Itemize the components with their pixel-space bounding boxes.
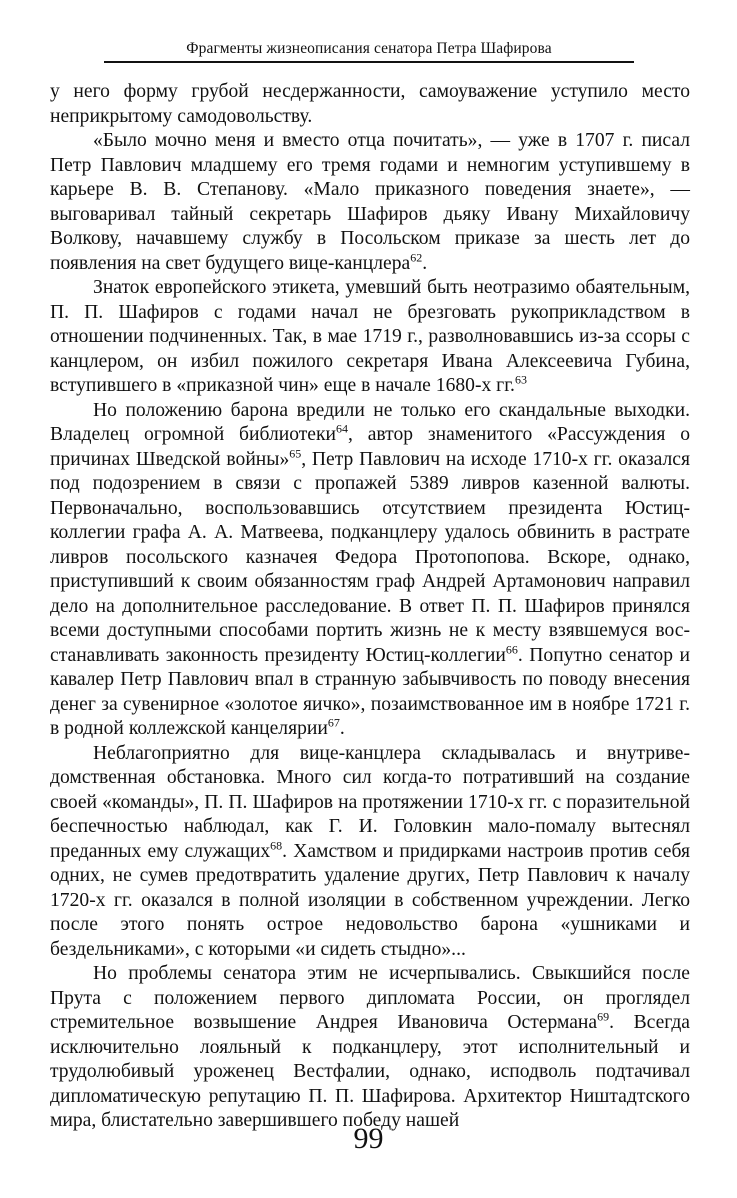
paragraph-text: Неблагоприятно для вице-канцлера складывалась и внутриведомственная обстановка. Много сил когда-то потративший на создание своей «команды», П. П. Шафиров на протяжении 1710-х гг. с поразительной беспечностью наблюдал, как Г. И. Головкин мало-помалу вытеснял преданных ему служащих: [50, 742, 690, 862]
paragraph: [50, 962, 690, 1134]
paragraph-text: у него форму грубой несдержанности, самоуважение уступило место неприкрытому самодовольству.: [50, 81, 690, 127]
footnote-marker: 64: [336, 421, 349, 436]
paragraph-text: .: [422, 252, 428, 274]
footnote-marker: 66: [505, 641, 518, 656]
footnote-marker: 63: [514, 372, 527, 387]
paragraph: [50, 129, 690, 276]
paragraph-text: . Попутно сенатор и кавалер Петр Павлович впал в странную забывчивость по поводу внесения денег за сувенирное «золотое яичко», позаимствованное им в ноябре 1721 г. в родной коллежской канцелярии: [50, 644, 690, 739]
paragraph-text: .: [339, 718, 345, 739]
paragraph-text: Но проблемы сенатора этим не исчерпывались. Свыкшийся после Прута с положением первого дипломата России, он проглядел стремительное возвышение Андрея Ивановича Остермана: [50, 963, 690, 1033]
paragraph-text: . Хамством и придирками настроив против себя одних, не сумев предотвратить удаление других, Петр Павлович к началу 1720-х гг. оказался в полной изоляции в собственном учреждении. Легко после этого понять острое недовольство барона «ушниками и бездельниками», с которыми «и сидеть стыдно»...: [50, 840, 690, 960]
running-title: Фрагменты жизнеописания сенатора Петра Шафирова: [186, 40, 552, 57]
paragraph: [50, 742, 690, 963]
footnote-marker: 65: [289, 445, 302, 460]
footnote-marker: 68: [270, 837, 283, 852]
paragraph: [50, 276, 690, 399]
paragraph: [50, 399, 690, 742]
paragraph: [50, 80, 690, 129]
paragraph-text: Но положению барона вредили не только его скандальные выходки. Владелец огромной библиотеки: [50, 399, 690, 445]
page-number: 99: [353, 1122, 384, 1155]
paragraph-text: «Было мочно меня и вместо отца почитать», — уже в 1707 г. писал Петр Павлович младшему его тремя годами и немногим уступившему в карьере В. В. Степанову. «Мало приказного поведения знаете», — выговаривал тайный секретарь Шафиров дьяку Ивану Михайловичу Волкову, начавшему службу в Посольском приказе за шесть лет до появления на свет будущего вице-канцлера: [50, 130, 690, 274]
footnote-marker: 69: [597, 1009, 610, 1024]
footnote-marker: 67: [327, 715, 340, 730]
paragraph-text: , Петр Павлович на исходе 1710-х гг. оказался под подозрением в связи с пропажей 5389 ливров казенной валюты. Первоначально, воспользовавшись отсутствием президента Юстиц-коллегии графа А. А. Матвеева, подканцлеру удалось обвинить в растрате ливров посольского казначея Федора Протопопова. Вскоре, однако, приступивший к своим обязанностям граф Андрей Артамонович направил дело на дополнительное расследование. В ответ П. П. Шафиров принялся всеми доступными способами портить жизнь не к месту взявшемуся восстанавливать законность президенту Юстиц-коллегии: [50, 448, 690, 666]
paragraph-text: . Всегда исключительно лояльный к подканцлеру, этот исполнительный и трудолюбивый уроженец Вестфалии, однако, исподволь подтачивал дипломатическую репутацию П. П. Шафирова. Архитектор Ништадтского мира, блистательно завершившего победу нашей: [50, 1012, 690, 1131]
footnote-marker: 62: [410, 249, 423, 264]
paragraph-text: , автор знаменитого «Рассуждения о причинах Шведской войны»: [50, 424, 690, 470]
body-text: [50, 80, 690, 1134]
header-rule: [104, 61, 634, 63]
paragraph-text: Знаток европейского этикета, умевший быть неотразимо обаятельным, П. П. Шафиров с годами начал не брезговать рукоприкладством в отношении подчиненных. Так, в мае 1719 г., разволновавшись из-за ссоры с канцлером, он избил пожилого секретаря Ивана Алексеевича Губина, вступившего в «приказной чин» еще в начале 1680-х гг.: [50, 277, 690, 396]
